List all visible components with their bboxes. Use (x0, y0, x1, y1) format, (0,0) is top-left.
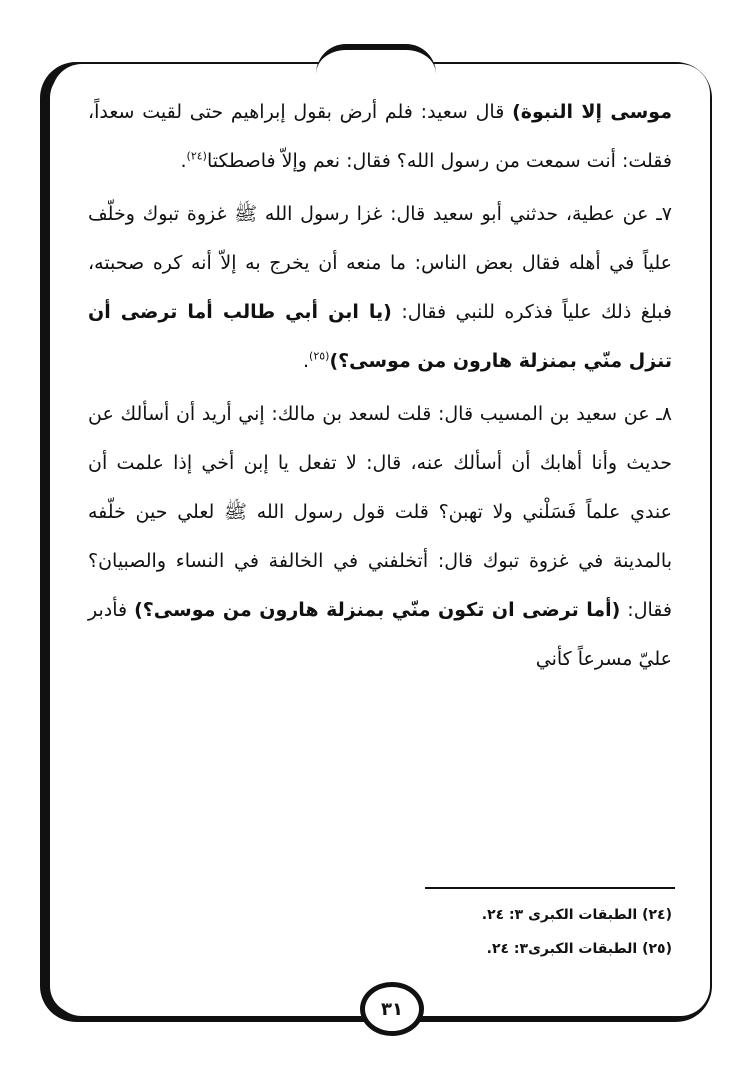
paragraph-2 (88, 190, 672, 386)
page-number (360, 982, 424, 1036)
main-text (88, 88, 672, 688)
paragraph-text: ٨ـ عن سعيد بن المسيب قال: قلت لسعد بن مالك: إني أريد أن أسألك عن حديث وأنا أهابك أن أسألك عنه، قال: لا تفعل يا إبن أخي إذا علمت أن عندي علماً فَسَلْني ولا تهبن؟ قلت قول رسول الله ﷺ لعلي حين خلّفه بالمدينة في غزوة تبوك قال: أتخلفني في الخالفة في النساء والصبيان؟ فقال: (88, 403, 672, 621)
paragraph-tail: فأدبر عليّ مسرعاً كأني (88, 599, 672, 670)
quote-text: (أما ترضى ان تكون منّي بمنزلة هارون من موسى؟) (134, 599, 621, 621)
quote-text: موسى إلا النبوة) (512, 101, 672, 123)
paragraph-1 (88, 88, 672, 186)
footnote-item: (٢٤) الطبقات الكبرى ٣: ٢٤. (481, 907, 672, 923)
paragraph-text: قال سعيد: فلم أرض بقول إبراهيم حتى لقيت سعداً، فقلت: أنت سمعت من رسول الله؟ فقال: نعم وإلاّ فاصطكتا (88, 101, 672, 172)
footnote-divider (425, 887, 675, 889)
footnote-item: (٢٥) الطبقات الكبرى٣: ٢٤. (486, 941, 672, 957)
footnote-reference: (٢٥) (309, 349, 330, 363)
page-number-label: ٣١ (381, 998, 403, 1020)
paragraph-3 (88, 390, 672, 684)
border-top-ornament (316, 44, 436, 74)
paragraph-end: . (180, 150, 187, 172)
footnotes (300, 898, 672, 966)
quote-text: (يا ابن أبي طالب أما ترضى أن تنزل منّي بمنزلة هارون من موسى؟) (88, 301, 672, 372)
paragraph-end: . (302, 350, 310, 372)
footnote-reference: (٢٤) (186, 149, 207, 163)
paragraph-text: ٧ـ عن عطية، حدثني أبو سعيد قال: غزا رسول الله ﷺ غزوة تبوك وخلّف علياً في أهله فقال بعض الناس: ما منعه أن يخرج به إلاّ أنه كره صحبته، فبلغ ذلك علياً فذكره للنبي فقال: (88, 203, 672, 323)
